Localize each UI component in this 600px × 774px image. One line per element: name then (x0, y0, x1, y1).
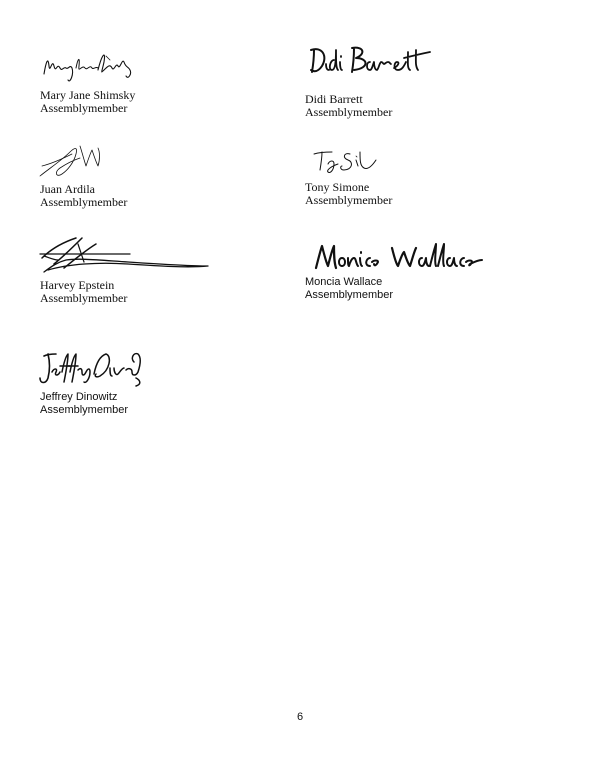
page-number: 6 (296, 711, 304, 723)
signer-title: Assemblymember (40, 101, 128, 115)
signature-jeffrey-dinowitz (38, 348, 148, 388)
signer-title: Assemblymember (305, 105, 393, 119)
signature-moncia-wallace (312, 240, 484, 274)
signer-name: Jeffrey Dinowitz (40, 391, 118, 403)
signer-title: Assemblymember (305, 289, 394, 301)
signer-name: Moncia Wallace (305, 276, 383, 288)
signature-tony-simone (312, 146, 382, 176)
signature-harvey-epstein (38, 234, 214, 278)
signer-title: Assemblymember (40, 291, 128, 305)
signer-name: Mary Jane Shimsky (40, 88, 136, 102)
signer-name: Tony Simone (305, 180, 370, 194)
signer-title: Assemblymember (40, 195, 128, 209)
signer-name: Harvey Epstein (40, 278, 115, 292)
signature-juan-ardila (36, 140, 106, 182)
signer-name: Juan Ardila (40, 182, 95, 196)
signer-title: Assemblymember (40, 404, 129, 416)
signer-name: Didi Barrett (305, 92, 363, 106)
signature-mary-jane-shimsky (40, 44, 140, 88)
signer-title: Assemblymember (305, 193, 393, 207)
signature-didi-barrett (308, 42, 438, 78)
